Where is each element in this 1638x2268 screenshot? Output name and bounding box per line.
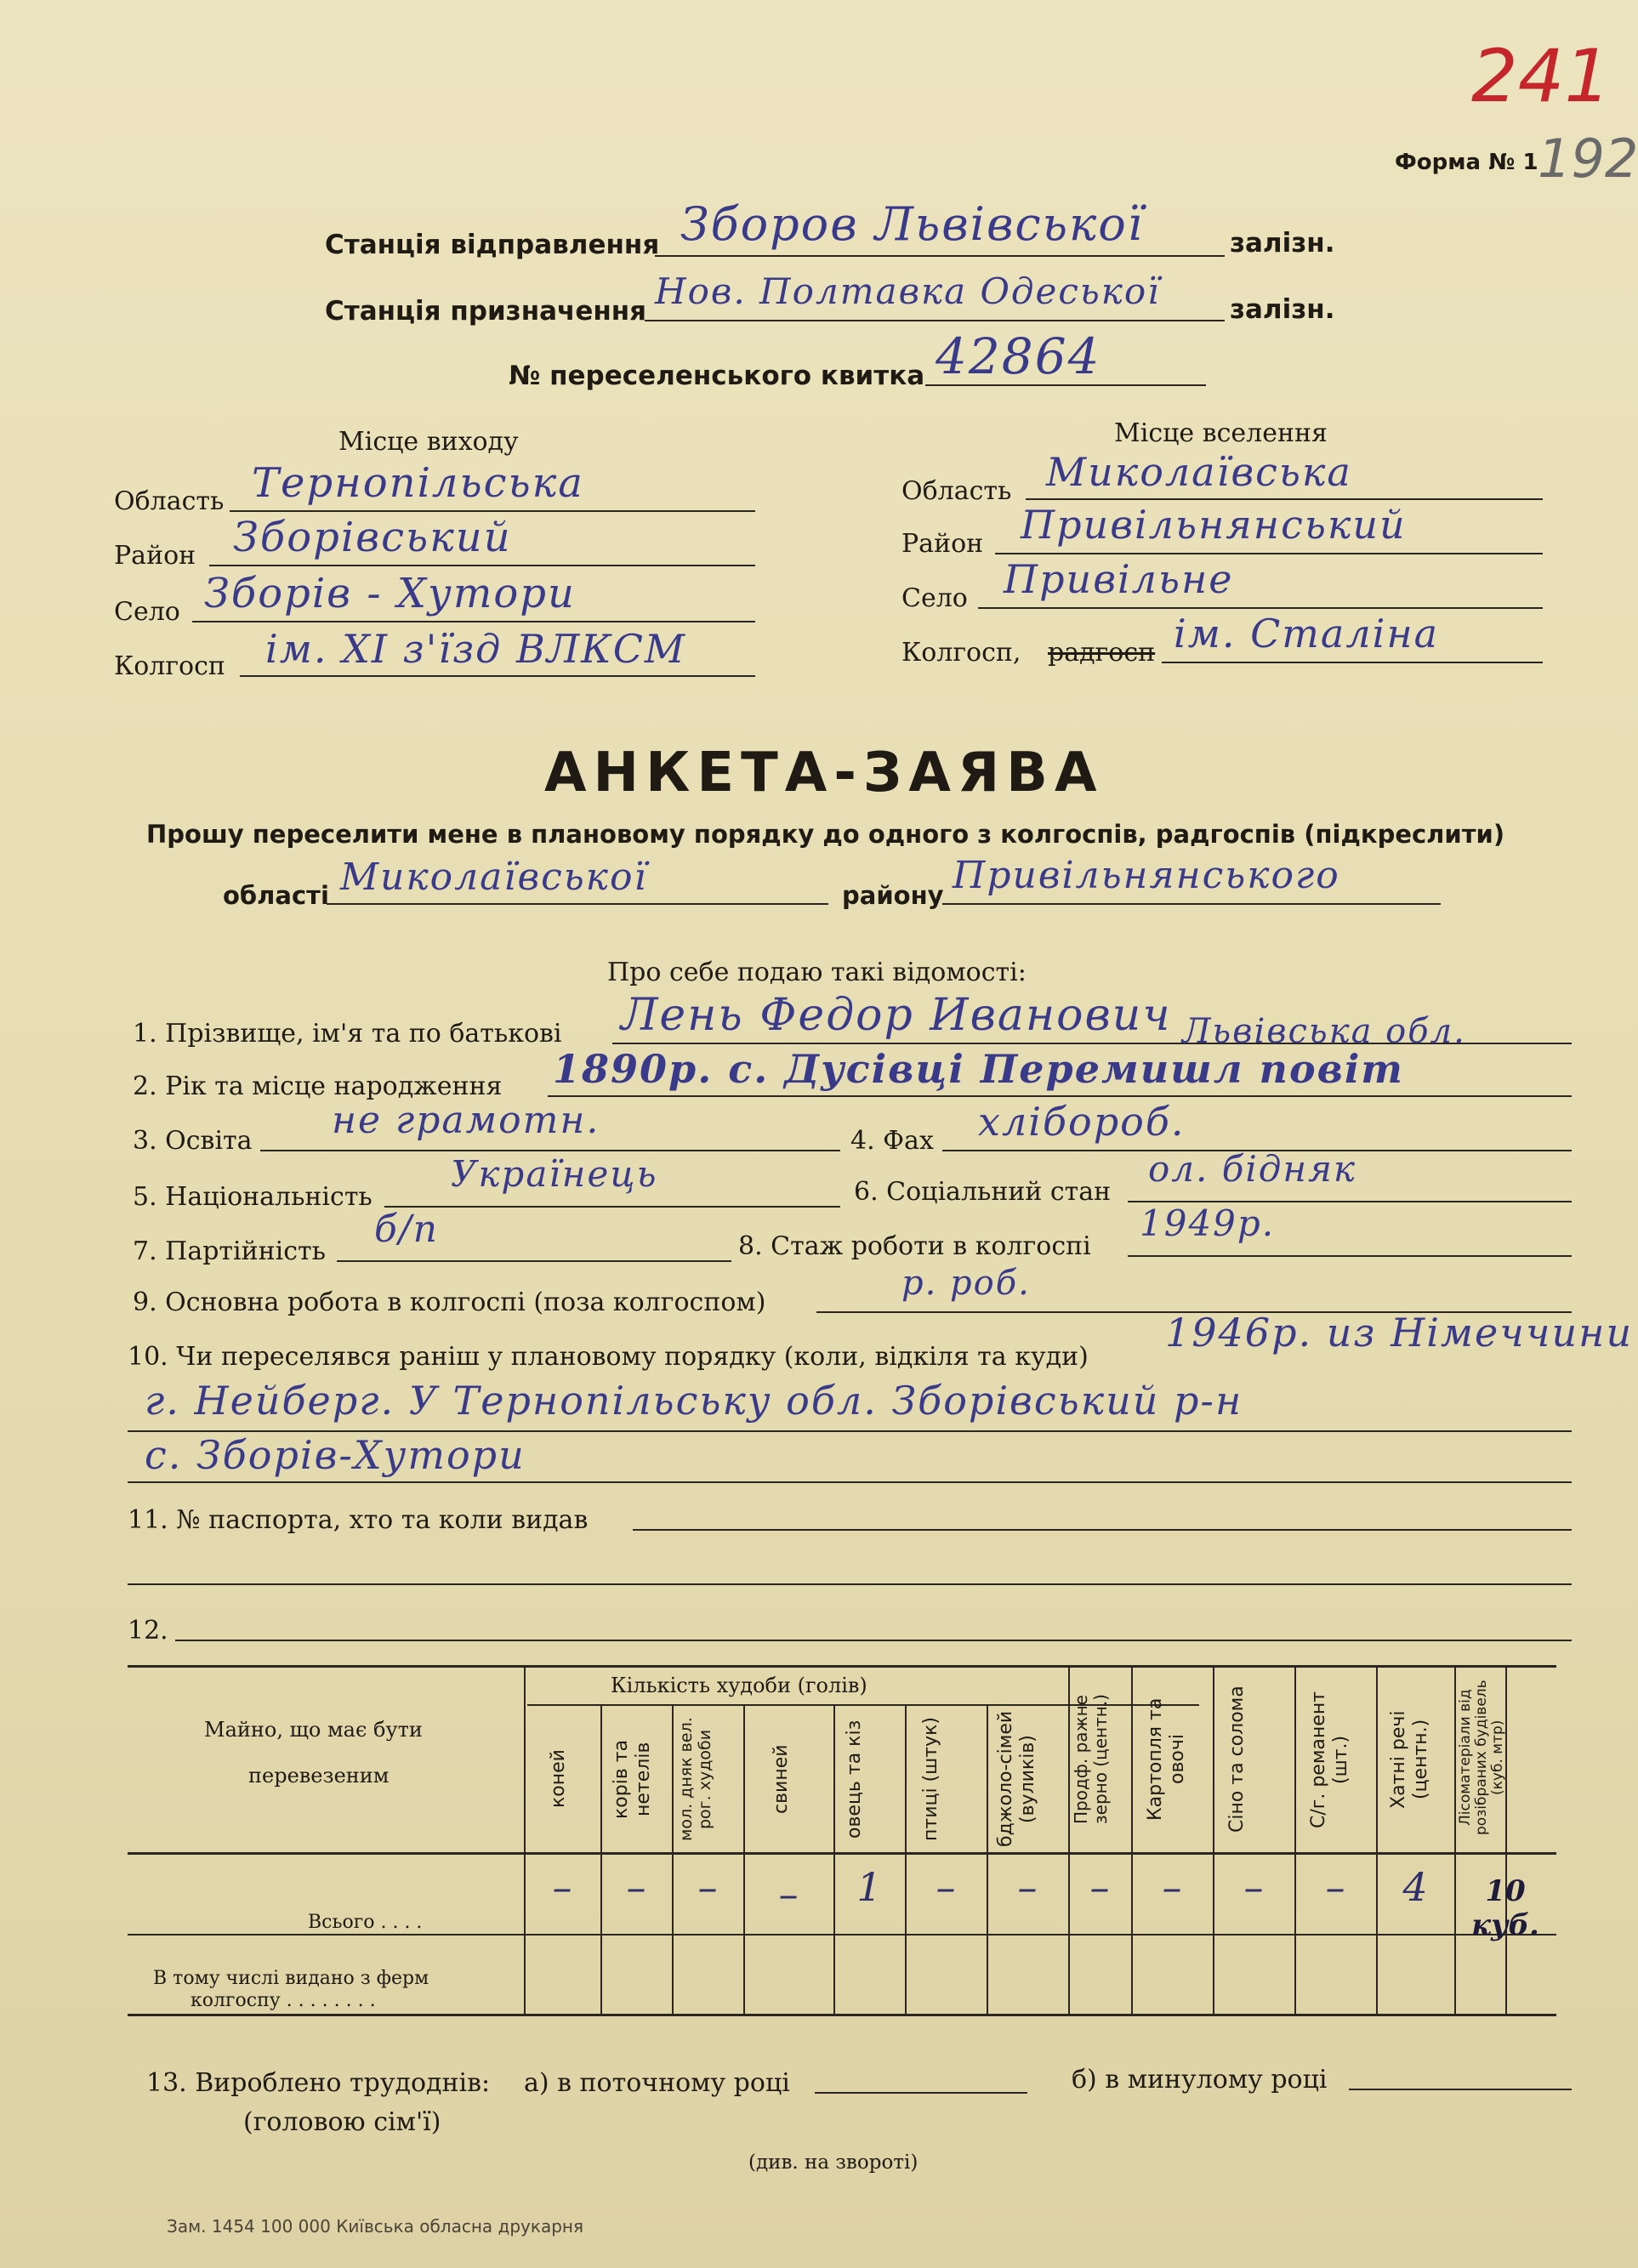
total-young-cattle: – bbox=[697, 1864, 718, 1910]
destination-oblast-label: Область bbox=[901, 476, 1012, 506]
origin-raion-line bbox=[209, 565, 755, 566]
col-young-cattle: мол. дняк вел. рог. худоби bbox=[677, 1717, 714, 1841]
total-grain: – bbox=[1089, 1864, 1110, 1910]
total-hay: – bbox=[1243, 1864, 1264, 1910]
destination-raion-value: Привільнянський bbox=[1021, 502, 1407, 548]
q4-value: хлібороб. bbox=[978, 1099, 1186, 1145]
total-pigs: – bbox=[778, 1871, 799, 1917]
archive-number-gray: 192 bbox=[1538, 128, 1638, 190]
request-oblast-line bbox=[327, 903, 828, 905]
q13-current-line bbox=[815, 2092, 1027, 2094]
col-hay: Сіно та солома bbox=[1226, 1685, 1248, 1833]
origin-selo-line bbox=[192, 621, 755, 622]
destination-heading: Місце вселення bbox=[1114, 418, 1328, 448]
q13-previous-line bbox=[1349, 2089, 1572, 2090]
total-timber: 10 куб. bbox=[1471, 1874, 1539, 1942]
station-departure-suffix: залізн. bbox=[1230, 228, 1335, 259]
q2-value: 1890р. с. Дусівці Перемишл повіт bbox=[553, 1046, 1404, 1092]
ticket-value: 42864 bbox=[936, 327, 1101, 385]
form-number: Форма № 1 bbox=[1395, 150, 1538, 175]
total-potatoes: – bbox=[1162, 1864, 1182, 1910]
destination-radhosp-struck: радгосп bbox=[1048, 638, 1156, 668]
q2-label: 2. Рік та місце народження bbox=[133, 1071, 503, 1101]
col-cows: корів та нетелів bbox=[611, 1739, 654, 1819]
q13-label: 13. Вироблено трудоднів: bbox=[146, 2068, 491, 2098]
destination-selo-line bbox=[978, 607, 1543, 609]
property-header-1: Майно, що має бути bbox=[204, 1718, 423, 1742]
q10-label: 10. Чи переселявся раніш у плановому порядку (коли, відкіля та куди) bbox=[128, 1342, 1089, 1372]
q10-value-2: г. Нейберг. У Тернопільську обл. Зборівський р-н bbox=[145, 1378, 1243, 1424]
origin-kolhosp-value: ім. XI з'їзд ВЛКСМ bbox=[265, 626, 687, 672]
station-destination-value: Нов. Полтавка Одеської bbox=[655, 270, 1161, 312]
request-raion-value: Привільнянського bbox=[953, 854, 1340, 897]
origin-heading: Місце виходу bbox=[338, 427, 519, 457]
origin-oblast-label: Область bbox=[114, 486, 225, 516]
col-potatoes: Картопля та овочі bbox=[1145, 1697, 1188, 1822]
destination-kolhosp-value: ім. Сталіна bbox=[1174, 611, 1440, 657]
q9-label: 9. Основна робота в колгоспі (поза колгоспом) bbox=[133, 1287, 766, 1317]
q13-current-label: а) в поточному році bbox=[524, 2068, 790, 2098]
livestock-header: Кількість худоби (голів) bbox=[611, 1674, 867, 1697]
q12-label: 12. bbox=[128, 1616, 168, 1646]
request-raion-line bbox=[942, 903, 1441, 905]
col-household: Хатні речі (центн.) bbox=[1388, 1710, 1431, 1809]
q10-value-1: 1946р. из Німеччини bbox=[1165, 1310, 1634, 1356]
row-total-label: Всього . . . . bbox=[308, 1912, 423, 1933]
bottom-print: Зам. 1454 100 000 Київська обласна друкарня bbox=[167, 2216, 584, 2237]
q7-line bbox=[337, 1260, 731, 1262]
q2-value-above: Львівська обл. bbox=[1182, 1012, 1466, 1051]
origin-selo-value: Зборів - Хутори bbox=[204, 570, 576, 617]
archive-number-red: 241 bbox=[1471, 34, 1612, 119]
col-horses: коней bbox=[548, 1749, 569, 1809]
request-raion-label: району bbox=[842, 881, 944, 910]
q11-label: 11. № паспорта, хто та коли видав bbox=[128, 1505, 589, 1535]
request-oblast-value: Миколаївської bbox=[340, 855, 648, 899]
q11-line-2 bbox=[128, 1583, 1572, 1585]
about-text: Про себе подаю такі відомості: bbox=[607, 958, 1027, 987]
ticket-label: № переселенського квитка bbox=[509, 361, 925, 391]
q11-line bbox=[633, 1529, 1572, 1531]
destination-oblast-line bbox=[1026, 498, 1543, 500]
q7-label: 7. Партійність bbox=[133, 1236, 326, 1266]
destination-selo-value: Привільне bbox=[1004, 556, 1234, 602]
footer-note: (див. на звороті) bbox=[748, 2151, 919, 2174]
row-farm-label-1: В тому числі видано з ферм bbox=[153, 1968, 429, 1989]
q13-previous-label: б) в минулому році bbox=[1072, 2065, 1328, 2095]
destination-raion-label: Район bbox=[901, 529, 984, 559]
origin-oblast-line bbox=[230, 510, 755, 512]
origin-selo-label: Село bbox=[114, 597, 180, 627]
q1-value: Лень Федор Иванович bbox=[621, 990, 1172, 1041]
q6-label: 6. Соціальний стан bbox=[854, 1177, 1112, 1207]
q10-line-3 bbox=[128, 1481, 1572, 1483]
q2-line bbox=[548, 1095, 1572, 1097]
total-sheep-goats: 1 bbox=[856, 1864, 882, 1910]
q13-sub-label: (головою сім'ї) bbox=[243, 2107, 441, 2137]
q10-value-3: с. Зборів-Хутори bbox=[145, 1432, 526, 1478]
station-destination-label: Станція призначення bbox=[325, 296, 647, 327]
q4-label: 4. Фах bbox=[850, 1126, 934, 1156]
property-table bbox=[128, 1665, 1556, 2015]
col-tools: С/г. реманент (шт.) bbox=[1308, 1691, 1351, 1828]
destination-kolhosp-line bbox=[1162, 662, 1543, 663]
total-horses: – bbox=[552, 1864, 572, 1910]
q9-value: р. роб. bbox=[901, 1264, 1031, 1303]
q5-label: 5. Національність bbox=[133, 1182, 373, 1212]
q8-label: 8. Стаж роботи в колгоспі bbox=[738, 1231, 1091, 1261]
total-cows: – bbox=[626, 1864, 646, 1910]
col-poultry: птиці (штук) bbox=[920, 1717, 941, 1841]
property-header-2: перевезеним bbox=[248, 1764, 390, 1788]
station-departure-line bbox=[655, 255, 1225, 257]
station-destination-line bbox=[645, 320, 1225, 321]
total-poultry: – bbox=[936, 1864, 956, 1910]
col-bee-families: бджоло-сімей (вуликів) bbox=[995, 1710, 1038, 1848]
total-tools: – bbox=[1325, 1864, 1345, 1910]
row-farm-label-2: колгоспу . . . . . . . . bbox=[191, 1990, 376, 2011]
q3-value: не грамотн. bbox=[332, 1099, 600, 1142]
col-sheep-goats: овець та кіз bbox=[844, 1719, 865, 1839]
col-grain: Продф. ражне зерно (центн.) bbox=[1071, 1694, 1111, 1825]
col-timber: Лісоматеріали від розібраних будівель (куб. мтр) bbox=[1457, 1680, 1506, 1836]
station-destination-suffix: залізн. bbox=[1230, 294, 1335, 325]
station-departure-value: Зборов Львівської bbox=[680, 197, 1145, 251]
destination-selo-label: Село bbox=[901, 583, 968, 613]
destination-kolhosp-label: Колгосп, bbox=[901, 638, 1021, 668]
q3-line bbox=[260, 1150, 840, 1151]
station-departure-label: Станція відправлення bbox=[325, 230, 660, 260]
col-pigs: свиней bbox=[771, 1744, 792, 1814]
origin-raion-value: Зборівський bbox=[233, 514, 512, 561]
q8-value: 1949р. bbox=[1140, 1202, 1276, 1244]
q7-value: б/п bbox=[374, 1208, 440, 1251]
destination-oblast-value: Миколаївська bbox=[1046, 449, 1352, 495]
origin-oblast-value: Тернопільська bbox=[252, 459, 584, 507]
q3-label: 3. Освіта bbox=[133, 1126, 253, 1156]
destination-raion-line bbox=[995, 553, 1543, 554]
origin-raion-label: Район bbox=[114, 541, 196, 571]
total-bee-families: – bbox=[1017, 1864, 1038, 1910]
origin-kolhosp-label: Колгосп bbox=[114, 651, 225, 681]
origin-kolhosp-line bbox=[240, 675, 755, 677]
q8-line bbox=[1128, 1255, 1572, 1257]
q5-value: Українець bbox=[451, 1153, 658, 1195]
request-text: Прошу переселити мене в плановому порядку до одного з колгоспів, радгоспів (підкреслити) bbox=[146, 820, 1505, 849]
page-title: АНКЕТА-ЗАЯВА bbox=[544, 742, 1104, 804]
q1-label: 1. Прізвище, ім'я та по батькові bbox=[133, 1019, 562, 1049]
q6-value: ол. бідняк bbox=[1148, 1148, 1356, 1190]
q12-line bbox=[175, 1640, 1572, 1641]
request-oblast-label: області bbox=[223, 881, 329, 910]
q5-line bbox=[384, 1206, 840, 1208]
total-household: 4 bbox=[1402, 1864, 1428, 1910]
